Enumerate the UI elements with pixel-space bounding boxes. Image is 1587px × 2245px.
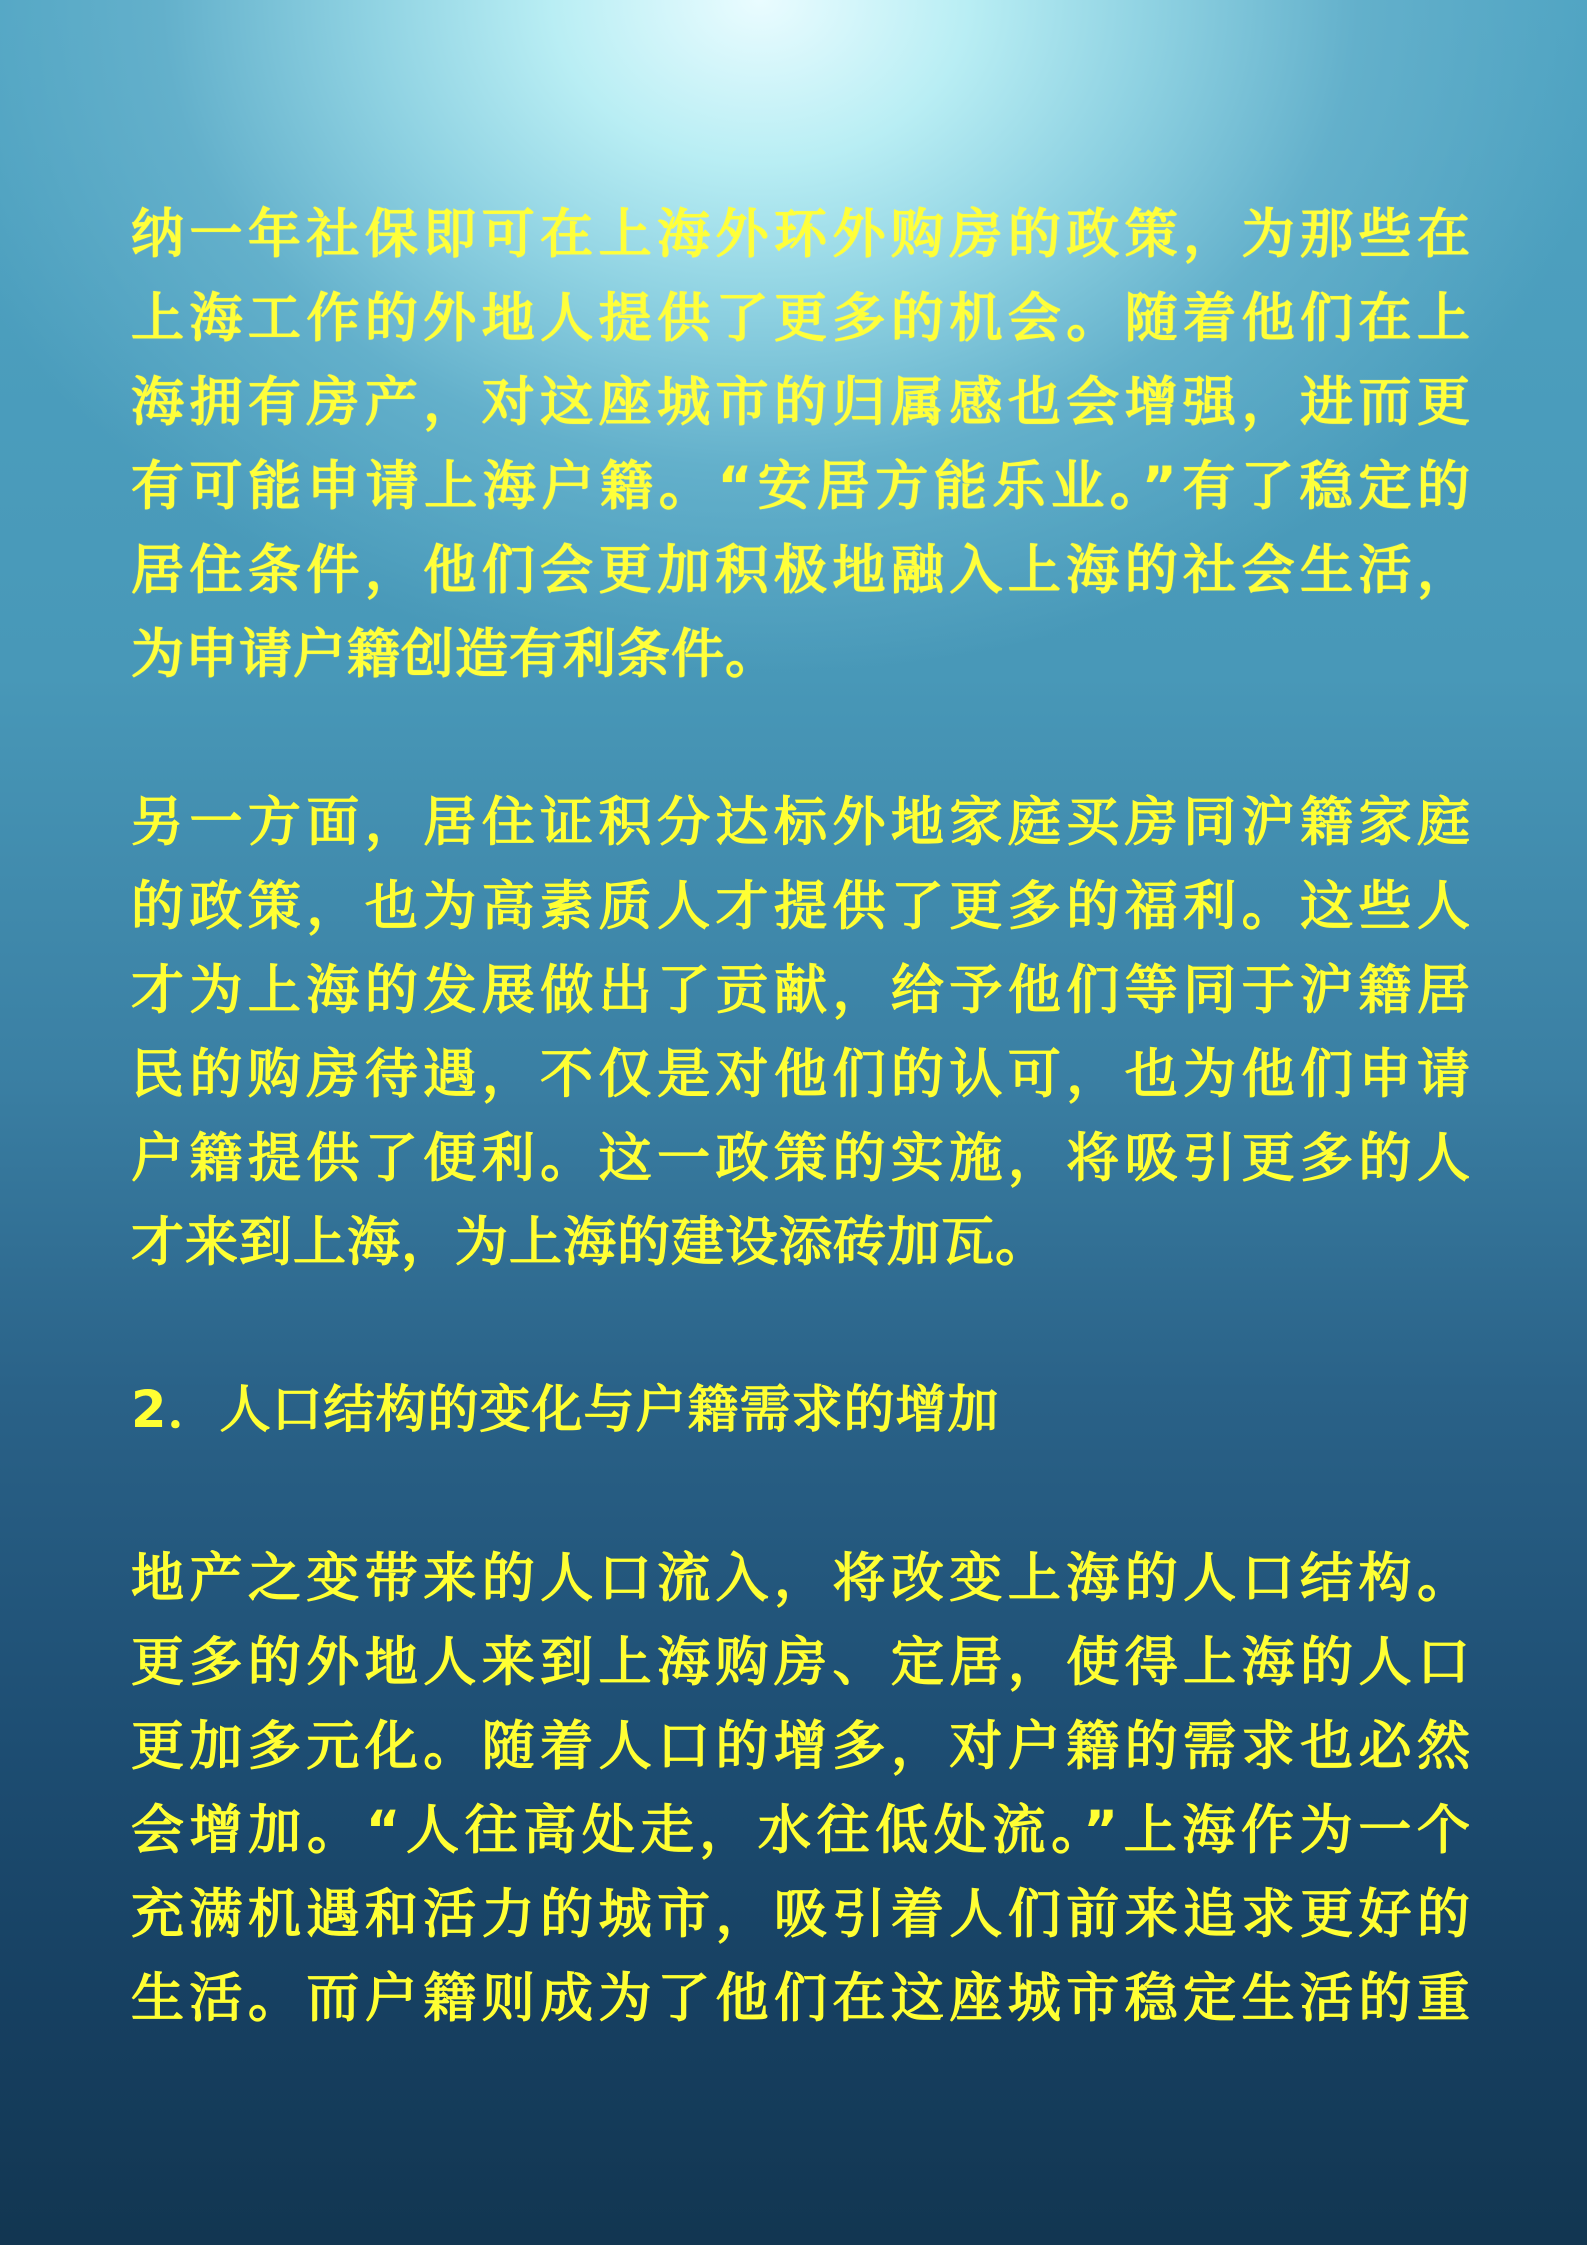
paragraph-1-line: 上海工作的外地人提供了更多的机会。随着他们在上 (131, 288, 1471, 349)
paragraph-gap (131, 1285, 1471, 1369)
paragraph-3-line: 更多的外地人来到上海购房、定居，使得上海的人口 (131, 1632, 1471, 1693)
paragraph-2-line: 另一方面，居住证积分达标外地家庭买房同沪籍家庭 (131, 792, 1471, 853)
paragraph-3 (131, 1537, 1471, 2041)
paragraph-1-line: 居住条件，他们会更加积极地融入上海的社会生活， (131, 540, 1471, 601)
paragraph-1-line: 为申请户籍创造有利条件。 (131, 624, 779, 685)
document-body (131, 193, 1471, 2041)
paragraph-3-line: 会增加。“人往高处走，水往低处流。”上海作为一个 (131, 1800, 1471, 1861)
paragraph-1-line: 有可能申请上海户籍。“安居方能乐业。”有了稳定的 (131, 456, 1471, 517)
paragraph-3-line: 更加多元化。随着人口的增多，对户籍的需求也必然 (131, 1716, 1471, 1777)
paragraph-gap (131, 1453, 1471, 1537)
paragraph-2-line: 户籍提供了便利。这一政策的实施，将吸引更多的人 (131, 1128, 1471, 1189)
section-heading: 2．人口结构的变化与户籍需求的增加 (131, 1381, 1000, 1440)
paragraph-2-line: 的政策，也为高素质人才提供了更多的福利。这些人 (131, 876, 1471, 937)
paragraph-1 (131, 193, 1471, 697)
paragraph-2-line: 才为上海的发展做出了贡献，给予他们等同于沪籍居 (131, 960, 1471, 1021)
paragraph-gap (131, 697, 1471, 781)
paragraph-1-line: 海拥有房产，对这座城市的归属感也会增强，进而更 (131, 372, 1471, 433)
paragraph-3-line: 充满机遇和活力的城市，吸引着人们前来追求更好的 (131, 1884, 1471, 1945)
paragraph-2-line: 才来到上海，为上海的建设添砖加瓦。 (131, 1212, 1049, 1273)
paragraph-3-line: 地产之变带来的人口流入，将改变上海的人口结构。 (131, 1548, 1471, 1609)
paragraph-2 (131, 781, 1471, 1285)
paragraph-3-line: 生活。而户籍则成为了他们在这座城市稳定生活的重 (131, 1968, 1471, 2029)
paragraph-2-line: 民的购房待遇，不仅是对他们的认可，也为他们申请 (131, 1044, 1471, 1105)
paragraph-1-line: 纳一年社保即可在上海外环外购房的政策，为那些在 (131, 204, 1471, 265)
